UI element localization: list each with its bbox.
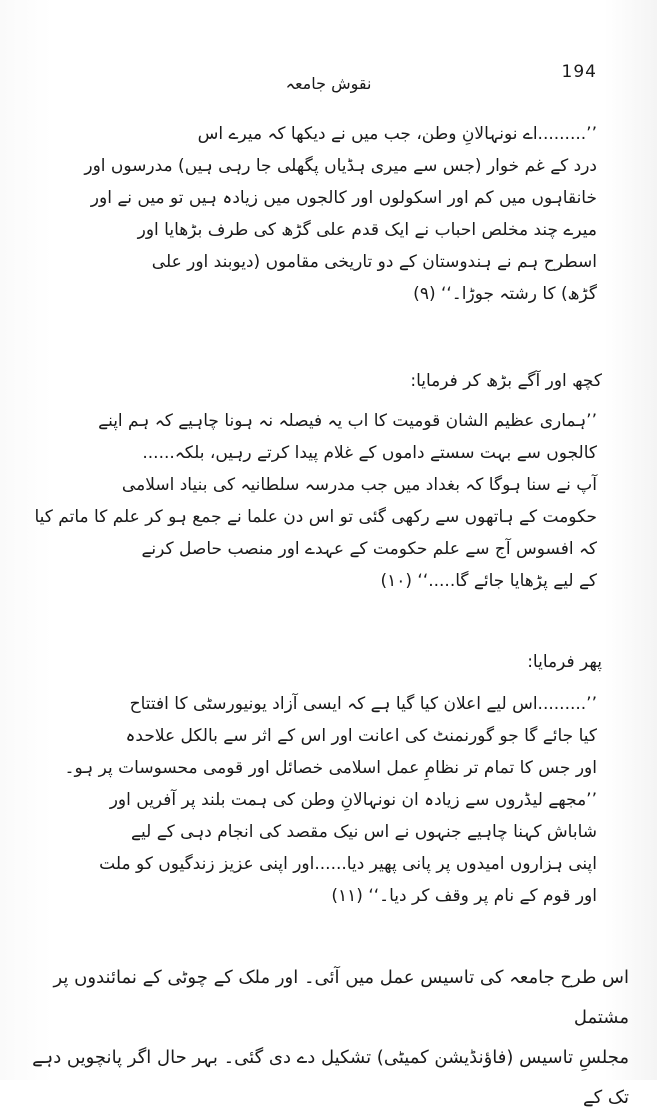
text-line: کالجوں سے بہت سستے داموں کے غلام پیدا کرتے رہیں، بلکہ...... [142, 443, 597, 463]
section-label: پھر فرمایا: [527, 652, 602, 672]
text-line: ’’ہماری عظیم الشان قومیت کا اب یہ فیصلہ نہ ہونا چاہیے کہ ہم اپنے [98, 411, 597, 431]
body-paragraph [28, 958, 629, 1118]
text-line: آپ نے سنا ہوگا کہ بغداد میں جب مدرسہ سلطانیہ کی بنیاد اسلامی [121, 475, 597, 495]
text-line: شاباش کہنا چاہیے جنہوں نے اس نیک مقصد کی انجام دہی کے لیے [131, 822, 597, 842]
text-line: کیا جائے گا جو گورنمنٹ کی اعانت اور اس کے اثر سے بالکل علاحدہ [125, 726, 597, 746]
text-line: خانقاہوں میں کم اور اسکولوں اور کالجوں میں زیادہ ہیں تو میں نے اور [90, 188, 597, 208]
text-line: اس طرح جامعہ کی تاسیس عمل میں آئی۔ اور ملک کے چوٹی کے نمائندوں پر مشتمل [53, 967, 629, 1028]
text-line: اور قوم کے نام پر وقف کر دیا۔‘‘ (۱۱) [331, 886, 597, 906]
text-line: گڑھ) کا رشتہ جوڑا۔‘‘ (۹) [413, 284, 597, 304]
section-label: کچھ اور آگے بڑھ کر فرمایا: [410, 371, 602, 391]
text-line: ’’مجھے لیڈروں سے زیادہ ان نونہالانِ وطن کی ہمت بلند پر آفریں اور [109, 790, 597, 810]
text-line: کے لیے پڑھایا جائے گا.....‘‘ (۱۰) [380, 571, 597, 591]
quote-block-3 [65, 688, 597, 912]
text-line: درد کے غم خوار (جس سے میری ہڈیاں پگھلی جا رہی ہیں) مدرسوں اور [84, 156, 597, 176]
text-line: میرے چند مخلص احباب نے ایک قدم علی گڑھ کی طرف بڑھایا اور [137, 220, 597, 240]
text-line: حکومت کے ہاتھوں سے رکھی گئی تو اس دن علما نے جمع ہو کر علم کا ماتم کیا [34, 507, 597, 527]
text-line: کہ افسوس آج سے علم حکومت کے عہدے اور منصب حاصل کرنے [141, 539, 597, 559]
text-line: ’’.........اے نونہالانِ وطن، جب میں نے دیکھا کہ میرے اس [197, 124, 597, 144]
text-line: اور جس کا تمام تر نظامِ عمل اسلامی خصائل اور قومی محسوسات پر ہو۔ [64, 758, 597, 778]
quote-block-1 [84, 118, 597, 310]
quote-block-2 [35, 405, 598, 597]
text-line: مجلسِ تاسیس (فاؤنڈیشن کمیٹی) تشکیل دے دی گئی۔ بہر حال اگر پانچویں دہے تک کے [32, 1047, 629, 1108]
running-header: نقوش جامعہ [285, 74, 372, 93]
text-line: اسطرح ہم نے ہندوستان کے دو تاریخی مقاموں (دیوبند اور علی [151, 252, 597, 272]
page-number: 194 [561, 62, 597, 82]
text-line: اپنی ہزاروں امیدوں پر پانی پھیر دیا......اور اپنی عزیز زندگیوں کو ملت [99, 854, 597, 874]
text-line: ’’.........اس لیے اعلان کیا گیا ہے کہ ایسی آزاد یونیورسٹی کا افتتاح [129, 694, 597, 714]
